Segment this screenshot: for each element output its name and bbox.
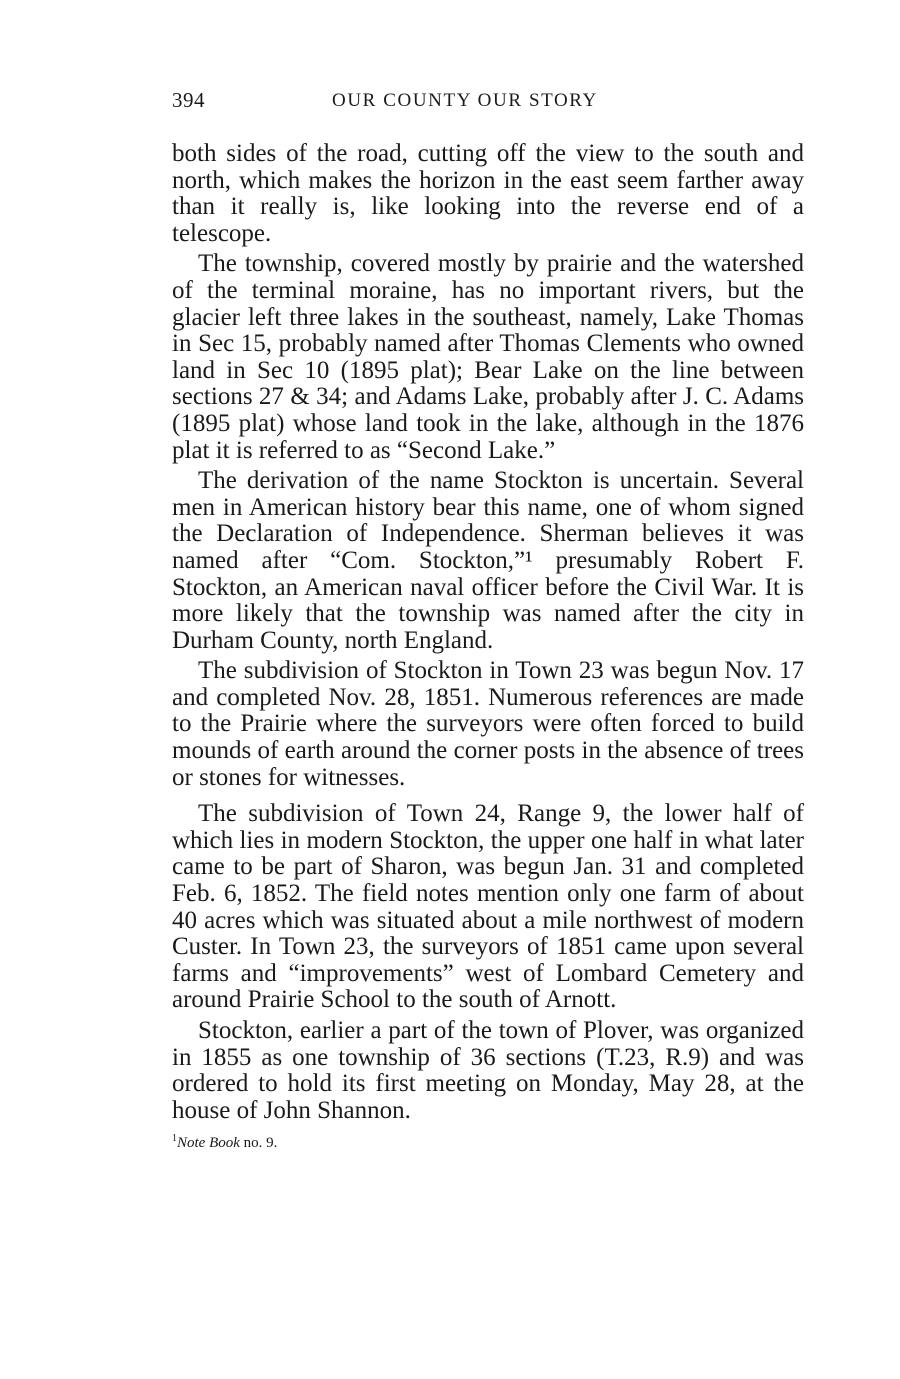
- footnote-source-detail: no. 9.: [239, 1135, 278, 1152]
- paragraph-organization: Stockton, earlier a part of the town of Plover, was organized in 1855 as one township of 36 sections (T.23, R.9) and was ordered to hold its first meeting on Monday, May 28, at the house of John Shannon.: [172, 1017, 804, 1124]
- footnote: [172, 1134, 804, 1152]
- body-text: [172, 141, 804, 1152]
- paragraph-subdivision-town-24: The subdivision of Town 24, Range 9, the lower half of which lies in modern Stockton, the upper one half in what later came to be part of Sharon, was begun Jan. 31 and completed Feb. 6, 1852. The field notes mention only one farm of about 40 acres which was situated about a mile northwest of modern Custer. In Town 23, the surveyors of 1851 came upon several farms and “improvements” west of Lombard Cemetery and around Prairie School to the south of Arnott.: [172, 800, 804, 1014]
- footnote-marker: 1: [172, 1133, 177, 1145]
- page-number: 394: [172, 88, 205, 112]
- running-head: [172, 88, 804, 118]
- footnote-source-title: Note Book: [177, 1135, 240, 1152]
- paragraph-lakes: The township, covered mostly by prairie and the watershed of the terminal moraine, has no important rivers, but the glacier left three lakes in the southeast, namely, Lake Thomas in Sec 15, probably named after Thomas Clements who owned land in Sec 10 (1895 plat); Bear Lake on the line between sections 27 & 34; and Adams Lake, probably after J. C. Adams (1895 plat) whose land took in the lake, although in the 1876 plat it is referred to as “Second Lake.”: [172, 250, 804, 464]
- paragraph-name-derivation: The derivation of the name Stockton is uncertain. Several men in American history bear this name, one of whom signed the Declaration of Independence. Sherman believes it was named after “Com. Stockton,”¹ presumably Robert F. Stockton, an American naval officer before the Civil War. It is more likely that the township was named after the city in Durham County, north England.: [172, 467, 804, 654]
- paragraph-continuation: both sides of the road, cutting off the view to the south and north, which makes the horizon in the east seem farther away than it really is, like looking into the reverse end of a telescope.: [172, 140, 804, 247]
- paragraph-subdivision-town-23: The subdivision of Stockton in Town 23 was begun Nov. 17 and completed Nov. 28, 1851. Numerous references are made to the Prairie where the surveyors were often forced to build mounds of earth around the corner posts in the absence of trees or stones for witnesses.: [172, 657, 804, 791]
- running-title: OUR COUNTY OUR STORY: [332, 90, 598, 111]
